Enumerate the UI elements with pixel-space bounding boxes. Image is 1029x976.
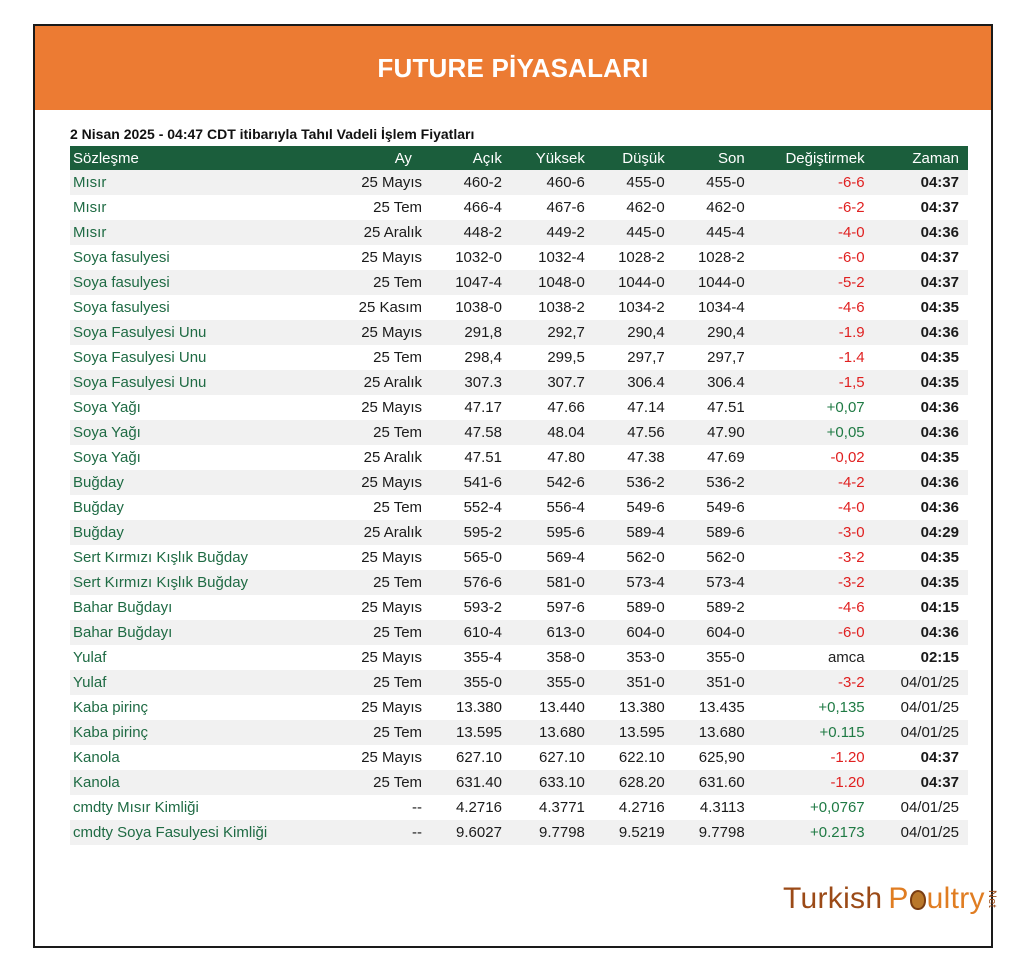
- cell-month: 25 Mayıs: [325, 695, 431, 720]
- cell-contract: Soya Fasulyesi Unu: [70, 370, 325, 395]
- header-month: Ay: [325, 146, 431, 170]
- header-time: Zaman: [874, 146, 968, 170]
- cell-contract: Sert Kırmızı Kışlık Buğday: [70, 545, 325, 570]
- cell-change: +0,05: [754, 420, 874, 445]
- table-row: [70, 245, 968, 270]
- cell-time: 04:36: [874, 620, 968, 645]
- cell-low: 9.5219: [594, 820, 674, 845]
- cell-open: 13.595: [431, 720, 511, 745]
- cell-last: 351-0: [674, 670, 754, 695]
- cell-change: -4-6: [754, 295, 874, 320]
- cell-open: 448-2: [431, 220, 511, 245]
- table-row: [70, 170, 968, 195]
- cell-high: 627.10: [511, 745, 594, 770]
- header-last: Son: [674, 146, 754, 170]
- logo-suffix-net: Net: [985, 890, 998, 909]
- table-header-row: [70, 146, 968, 170]
- cell-change: -4-0: [754, 220, 874, 245]
- cell-time: 04/01/25: [874, 670, 968, 695]
- cell-high: 48.04: [511, 420, 594, 445]
- cell-change: amca: [754, 645, 874, 670]
- cell-change: -6-2: [754, 195, 874, 220]
- cell-time: 04:15: [874, 595, 968, 620]
- cell-month: 25 Tem: [325, 620, 431, 645]
- cell-last: 297,7: [674, 345, 754, 370]
- cell-open: 307.3: [431, 370, 511, 395]
- cell-time: 04:35: [874, 545, 968, 570]
- cell-high: 307.7: [511, 370, 594, 395]
- cell-high: 1032-4: [511, 245, 594, 270]
- header-open: Açık: [431, 146, 511, 170]
- cell-time: 04:37: [874, 195, 968, 220]
- cell-time: 04:35: [874, 345, 968, 370]
- cell-last: 462-0: [674, 195, 754, 220]
- cell-change: -1.20: [754, 770, 874, 795]
- cell-last: 47.51: [674, 395, 754, 420]
- table-row: [70, 720, 968, 745]
- cell-change: -4-6: [754, 595, 874, 620]
- cell-contract: Kaba pirinç: [70, 720, 325, 745]
- cell-last: 455-0: [674, 170, 754, 195]
- cell-last: 1044-0: [674, 270, 754, 295]
- cell-change: -1.9: [754, 320, 874, 345]
- table-row: [70, 620, 968, 645]
- cell-month: 25 Tem: [325, 270, 431, 295]
- table-row: [70, 770, 968, 795]
- cell-low: 306.4: [594, 370, 674, 395]
- cell-time: 04:37: [874, 770, 968, 795]
- cell-contract: Soya fasulyesi: [70, 270, 325, 295]
- cell-last: 562-0: [674, 545, 754, 570]
- cell-time: 04:36: [874, 470, 968, 495]
- cell-low: 628.20: [594, 770, 674, 795]
- cell-last: 631.60: [674, 770, 754, 795]
- cell-open: 466-4: [431, 195, 511, 220]
- cell-last: 549-6: [674, 495, 754, 520]
- cell-low: 351-0: [594, 670, 674, 695]
- cell-time: 04:37: [874, 270, 968, 295]
- cell-month: --: [325, 795, 431, 820]
- cell-low: 1034-2: [594, 295, 674, 320]
- cell-high: 467-6: [511, 195, 594, 220]
- table-row: [70, 295, 968, 320]
- cell-time: 04:35: [874, 445, 968, 470]
- cell-month: 25 Mayıs: [325, 170, 431, 195]
- cell-time: 04:35: [874, 370, 968, 395]
- cell-high: 597-6: [511, 595, 594, 620]
- cell-last: 589-2: [674, 595, 754, 620]
- cell-change: -5-2: [754, 270, 874, 295]
- cell-contract: Mısır: [70, 195, 325, 220]
- cell-low: 622.10: [594, 745, 674, 770]
- cell-low: 290,4: [594, 320, 674, 345]
- cell-open: 1047-4: [431, 270, 511, 295]
- cell-open: 13.380: [431, 695, 511, 720]
- cell-time: 04:36: [874, 495, 968, 520]
- cell-last: 290,4: [674, 320, 754, 345]
- page-title-banner: [35, 26, 991, 110]
- cell-month: 25 Tem: [325, 345, 431, 370]
- cell-contract: cmdty Soya Fasulyesi Kimliği: [70, 820, 325, 845]
- cell-open: 541-6: [431, 470, 511, 495]
- cell-change: -6-0: [754, 245, 874, 270]
- table-row: [70, 695, 968, 720]
- cell-low: 297,7: [594, 345, 674, 370]
- cell-contract: Soya Yağı: [70, 395, 325, 420]
- table-row: [70, 795, 968, 820]
- cell-low: 589-0: [594, 595, 674, 620]
- cell-low: 13.380: [594, 695, 674, 720]
- cell-month: 25 Aralık: [325, 370, 431, 395]
- cell-low: 1044-0: [594, 270, 674, 295]
- cell-time: 04:35: [874, 570, 968, 595]
- cell-month: 25 Aralık: [325, 445, 431, 470]
- cell-high: 1048-0: [511, 270, 594, 295]
- cell-low: 549-6: [594, 495, 674, 520]
- cell-month: 25 Tem: [325, 420, 431, 445]
- table-row: [70, 270, 968, 295]
- cell-low: 47.38: [594, 445, 674, 470]
- cell-low: 1028-2: [594, 245, 674, 270]
- cell-last: 1028-2: [674, 245, 754, 270]
- cell-open: 595-2: [431, 520, 511, 545]
- cell-contract: Mısır: [70, 220, 325, 245]
- cell-open: 355-4: [431, 645, 511, 670]
- cell-open: 1032-0: [431, 245, 511, 270]
- cell-time: 04:37: [874, 170, 968, 195]
- cell-change: -3-2: [754, 570, 874, 595]
- cell-open: 631.40: [431, 770, 511, 795]
- table-row: [70, 420, 968, 445]
- cell-time: 02:15: [874, 645, 968, 670]
- cell-time: 04/01/25: [874, 695, 968, 720]
- cell-open: 47.58: [431, 420, 511, 445]
- cell-month: 25 Aralık: [325, 220, 431, 245]
- cell-month: 25 Aralık: [325, 520, 431, 545]
- cell-open: 298,4: [431, 345, 511, 370]
- cell-time: 04:37: [874, 245, 968, 270]
- cell-contract: Kaba pirinç: [70, 695, 325, 720]
- table-body: [70, 170, 968, 845]
- cell-high: 47.66: [511, 395, 594, 420]
- cell-last: 4.3113: [674, 795, 754, 820]
- cell-contract: Yulaf: [70, 670, 325, 695]
- table-row: [70, 445, 968, 470]
- logo-word-p: P: [888, 882, 909, 915]
- cell-high: 633.10: [511, 770, 594, 795]
- cell-change: -4-2: [754, 470, 874, 495]
- cell-contract: Kanola: [70, 770, 325, 795]
- cell-month: 25 Kasım: [325, 295, 431, 320]
- cell-time: 04:36: [874, 395, 968, 420]
- cell-open: 291,8: [431, 320, 511, 345]
- header-change: Değiştirmek: [754, 146, 874, 170]
- cell-time: 04:36: [874, 220, 968, 245]
- cell-last: 604-0: [674, 620, 754, 645]
- cell-change: +0,07: [754, 395, 874, 420]
- cell-last: 536-2: [674, 470, 754, 495]
- table-row: [70, 745, 968, 770]
- table-row: [70, 820, 968, 845]
- cell-contract: Kanola: [70, 745, 325, 770]
- cell-open: 610-4: [431, 620, 511, 645]
- cell-high: 9.7798: [511, 820, 594, 845]
- cell-month: 25 Tem: [325, 495, 431, 520]
- cell-high: 613-0: [511, 620, 594, 645]
- header-low: Düşük: [594, 146, 674, 170]
- cell-open: 1038-0: [431, 295, 511, 320]
- table-row: [70, 395, 968, 420]
- table-row: [70, 370, 968, 395]
- cell-low: 589-4: [594, 520, 674, 545]
- cell-change: +0.115: [754, 720, 874, 745]
- cell-month: 25 Mayıs: [325, 645, 431, 670]
- table-row: [70, 495, 968, 520]
- cell-high: 1038-2: [511, 295, 594, 320]
- logo-word-ultry: ultry: [926, 882, 985, 915]
- cell-high: 358-0: [511, 645, 594, 670]
- cell-high: 449-2: [511, 220, 594, 245]
- cell-low: 462-0: [594, 195, 674, 220]
- header-contract: Sözleşme: [70, 146, 325, 170]
- cell-contract: Soya Fasulyesi Unu: [70, 320, 325, 345]
- table-row: [70, 195, 968, 220]
- cell-month: --: [325, 820, 431, 845]
- cell-change: +0,135: [754, 695, 874, 720]
- table-row: [70, 645, 968, 670]
- cell-open: 47.17: [431, 395, 511, 420]
- table-row: [70, 670, 968, 695]
- cell-month: 25 Mayıs: [325, 595, 431, 620]
- egg-icon: [910, 890, 926, 910]
- cell-last: 47.69: [674, 445, 754, 470]
- cell-low: 455-0: [594, 170, 674, 195]
- cell-contract: Soya Fasulyesi Unu: [70, 345, 325, 370]
- cell-contract: Mısır: [70, 170, 325, 195]
- table-row: [70, 570, 968, 595]
- cell-low: 445-0: [594, 220, 674, 245]
- cell-last: 9.7798: [674, 820, 754, 845]
- table-row: [70, 320, 968, 345]
- cell-time: 04:29: [874, 520, 968, 545]
- cell-month: 25 Tem: [325, 770, 431, 795]
- cell-high: 569-4: [511, 545, 594, 570]
- cell-time: 04/01/25: [874, 795, 968, 820]
- cell-change: -3-2: [754, 545, 874, 570]
- cell-low: 4.2716: [594, 795, 674, 820]
- cell-change: -6-6: [754, 170, 874, 195]
- cell-open: 9.6027: [431, 820, 511, 845]
- cell-high: 292,7: [511, 320, 594, 345]
- cell-month: 25 Tem: [325, 570, 431, 595]
- cell-high: 595-6: [511, 520, 594, 545]
- cell-low: 536-2: [594, 470, 674, 495]
- header-high: Yüksek: [511, 146, 594, 170]
- cell-high: 4.3771: [511, 795, 594, 820]
- cell-last: 1034-4: [674, 295, 754, 320]
- cell-change: -1.4: [754, 345, 874, 370]
- cell-contract: Yulaf: [70, 645, 325, 670]
- cell-change: +0,0767: [754, 795, 874, 820]
- cell-time: 04:37: [874, 745, 968, 770]
- cell-high: 556-4: [511, 495, 594, 520]
- cell-last: 625,90: [674, 745, 754, 770]
- cell-change: +0.2173: [754, 820, 874, 845]
- cell-open: 593-2: [431, 595, 511, 620]
- cell-low: 353-0: [594, 645, 674, 670]
- table-row: [70, 220, 968, 245]
- cell-last: 589-6: [674, 520, 754, 545]
- cell-month: 25 Tem: [325, 195, 431, 220]
- cell-low: 13.595: [594, 720, 674, 745]
- cell-time: 04/01/25: [874, 820, 968, 845]
- cell-change: -6-0: [754, 620, 874, 645]
- futures-price-table: [70, 146, 968, 845]
- table-subtitle: 2 Nisan 2025 - 04:47 CDT itibarıyla Tahıl Vadeli İşlem Fiyatları: [70, 126, 475, 142]
- page-title: FUTURE PİYASALARI: [377, 52, 649, 83]
- cell-month: 25 Mayıs: [325, 320, 431, 345]
- cell-open: 552-4: [431, 495, 511, 520]
- cell-month: 25 Mayıs: [325, 470, 431, 495]
- cell-high: 47.80: [511, 445, 594, 470]
- cell-time: 04:36: [874, 320, 968, 345]
- table-row: [70, 595, 968, 620]
- cell-high: 460-6: [511, 170, 594, 195]
- cell-last: 306.4: [674, 370, 754, 395]
- cell-contract: Soya Yağı: [70, 420, 325, 445]
- cell-open: 627.10: [431, 745, 511, 770]
- cell-month: 25 Mayıs: [325, 545, 431, 570]
- cell-contract: Soya fasulyesi: [70, 245, 325, 270]
- logo-word-turkish: Turkish: [783, 882, 883, 915]
- table-row: [70, 470, 968, 495]
- cell-time: 04:36: [874, 420, 968, 445]
- cell-high: 13.440: [511, 695, 594, 720]
- cell-last: 13.680: [674, 720, 754, 745]
- cell-open: 47.51: [431, 445, 511, 470]
- cell-high: 13.680: [511, 720, 594, 745]
- cell-high: 299,5: [511, 345, 594, 370]
- cell-month: 25 Tem: [325, 670, 431, 695]
- cell-last: 573-4: [674, 570, 754, 595]
- cell-contract: Buğday: [70, 520, 325, 545]
- cell-open: 355-0: [431, 670, 511, 695]
- cell-high: 542-6: [511, 470, 594, 495]
- cell-low: 604-0: [594, 620, 674, 645]
- cell-low: 573-4: [594, 570, 674, 595]
- cell-low: 562-0: [594, 545, 674, 570]
- cell-contract: Buğday: [70, 470, 325, 495]
- cell-month: 25 Tem: [325, 720, 431, 745]
- cell-contract: cmdty Mısır Kimliği: [70, 795, 325, 820]
- cell-open: 576-6: [431, 570, 511, 595]
- cell-high: 581-0: [511, 570, 594, 595]
- cell-low: 47.14: [594, 395, 674, 420]
- cell-time: 04:35: [874, 295, 968, 320]
- table-row: [70, 545, 968, 570]
- cell-contract: Bahar Buğdayı: [70, 620, 325, 645]
- turkish-poultry-logo: [783, 884, 997, 914]
- cell-change: -0,02: [754, 445, 874, 470]
- cell-open: 460-2: [431, 170, 511, 195]
- cell-change: -4-0: [754, 495, 874, 520]
- table-row: [70, 520, 968, 545]
- cell-last: 445-4: [674, 220, 754, 245]
- cell-change: -3-2: [754, 670, 874, 695]
- cell-open: 565-0: [431, 545, 511, 570]
- cell-low: 47.56: [594, 420, 674, 445]
- cell-last: 47.90: [674, 420, 754, 445]
- cell-contract: Buğday: [70, 495, 325, 520]
- cell-contract: Soya Yağı: [70, 445, 325, 470]
- cell-change: -1.20: [754, 745, 874, 770]
- cell-month: 25 Mayıs: [325, 745, 431, 770]
- cell-change: -1,5: [754, 370, 874, 395]
- cell-contract: Bahar Buğdayı: [70, 595, 325, 620]
- cell-month: 25 Mayıs: [325, 395, 431, 420]
- cell-last: 13.435: [674, 695, 754, 720]
- cell-last: 355-0: [674, 645, 754, 670]
- cell-open: 4.2716: [431, 795, 511, 820]
- cell-contract: Sert Kırmızı Kışlık Buğday: [70, 570, 325, 595]
- table-row: [70, 345, 968, 370]
- cell-time: 04/01/25: [874, 720, 968, 745]
- report-frame: [33, 24, 998, 948]
- cell-change: -3-0: [754, 520, 874, 545]
- cell-high: 355-0: [511, 670, 594, 695]
- cell-contract: Soya fasulyesi: [70, 295, 325, 320]
- cell-month: 25 Mayıs: [325, 245, 431, 270]
